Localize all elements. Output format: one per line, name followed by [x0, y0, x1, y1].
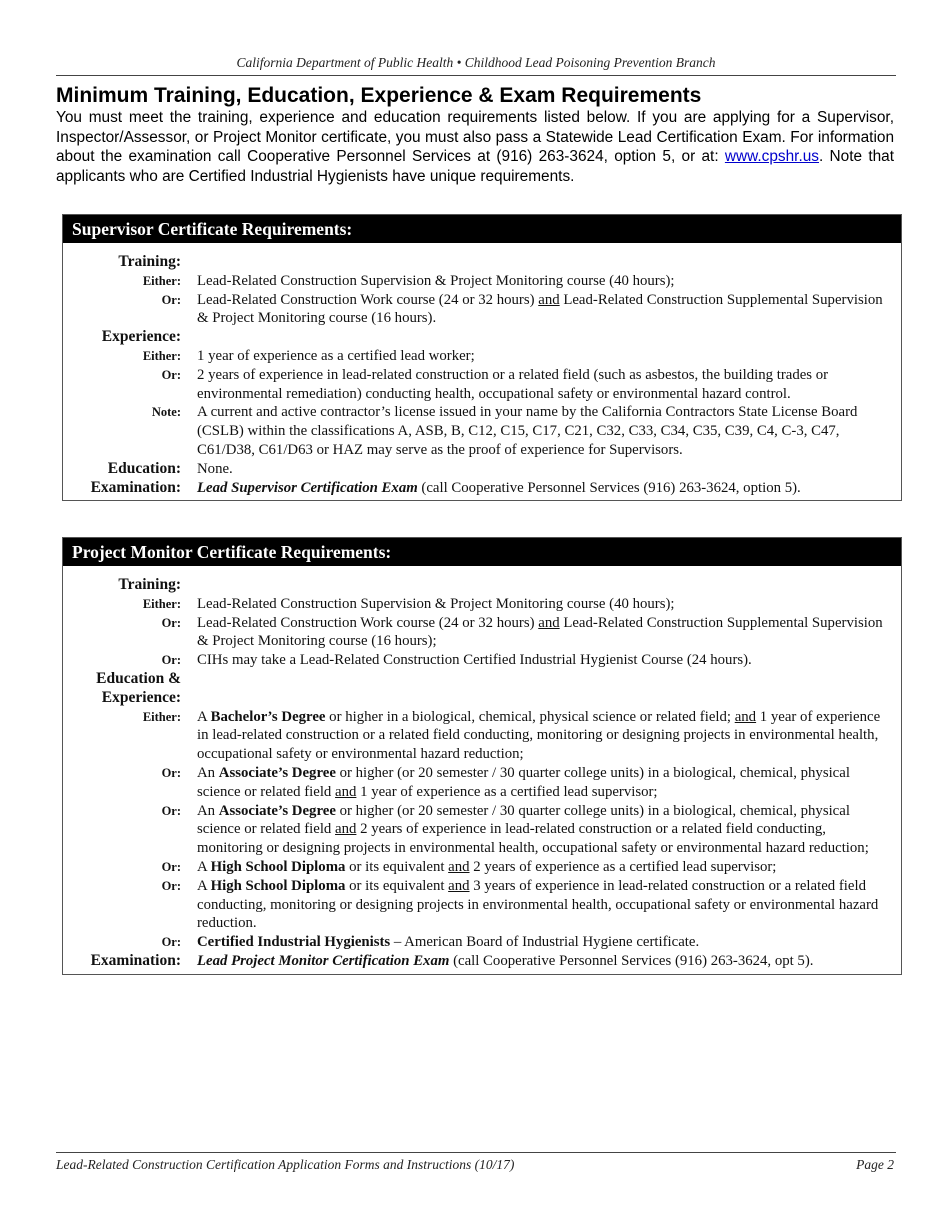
- or-label: Or:: [161, 935, 181, 950]
- pm-training-either-text: Lead-Related Construction Supervision & Project Monitoring course (40 hours);: [197, 595, 675, 612]
- pm-edu-or-4: [63, 877, 901, 933]
- page-header: California Department of Public Health • Childhood Lead Poisoning Prevention Branch: [236, 55, 716, 70]
- pm-training-or1-text: Lead-Related Construction Work course (24 or 32 hours) and Lead-Related Construction Supplemental Supervision & Project Monitoring course (16 hours);: [197, 614, 883, 650]
- experience-label: Experience:: [101, 328, 181, 346]
- pm-edu-or-1: [63, 764, 901, 802]
- education-text: None.: [197, 460, 233, 477]
- pm-edu-or-3: [63, 858, 901, 877]
- training-or-text: Lead-Related Construction Work course (24 or 32 hours) and Lead-Related Construction Supplemental Supervision & Project Monitoring course (16 hours).: [197, 291, 883, 327]
- pm-exam-row: [63, 952, 901, 971]
- or-label: Or:: [161, 765, 181, 780]
- training-either-text: Lead-Related Construction Supervision & Project Monitoring course (40 hours);: [197, 272, 675, 289]
- pm-exam-text: Lead Project Monitor Certification Exam (call Cooperative Personnel Services (916) 263-3624, opt 5).: [197, 952, 814, 969]
- either-label: Either:: [142, 596, 181, 611]
- pm-edu-either: [63, 708, 901, 764]
- header-rule: [56, 75, 896, 76]
- education-experience-label: Education &: [96, 669, 181, 687]
- experience-either-text: 1 year of experience as a certified lead worker;: [197, 347, 475, 364]
- cpshr-link[interactable]: www.cpshr.us: [724, 148, 819, 166]
- note-text: A current and active contractor’s license issued in your name by the California Contractors State License Board (CSLB) within the classifications A, ASB, B, C12, C15, C17, C21, C32, C33, C34, C35, C39, C4, C-3, C47, C61/D38, C61/D63 or HAZ may serve as the proof of experience for Supervisors.: [197, 404, 858, 458]
- supervisor-training-or: [63, 291, 901, 329]
- pm-edu-either-text: A Bachelor’s Degree or higher in a biological, chemical, physical science or related field; and 1 year of experience in lead-related construction or a related field conducting, monitoring or designing projects in environmental health, occupational safety or environmental hazard reduction;: [197, 708, 881, 763]
- examination-label: Examination:: [90, 478, 181, 496]
- or-label: Or:: [161, 615, 181, 630]
- page-number: Page 2: [856, 1157, 894, 1172]
- or-label: Or:: [161, 859, 181, 874]
- pm-edu-or5-text: Certified Industrial Hygienists – American Board of Industrial Hygiene certificate.: [197, 934, 700, 951]
- pm-edu-exp-row-2: [63, 689, 901, 708]
- training-label: Training:: [118, 576, 181, 593]
- note-label: Note:: [151, 405, 181, 420]
- supervisor-education-row: [63, 460, 901, 479]
- supervisor-note-row: [63, 403, 901, 459]
- footer-rule: [56, 1152, 896, 1153]
- or-label: Or:: [161, 292, 181, 307]
- supervisor-exam-row: [63, 479, 901, 498]
- intro-text-end: . Note that applicants who are Certified Industrial Hygienists have unique requirements.: [56, 148, 895, 185]
- pm-edu-or3-text: A High School Diploma or its equivalent and 2 years of experience as a certified lead supervisor;: [197, 858, 777, 875]
- pm-training-or-1: [63, 614, 901, 652]
- pm-edu-or-5: [63, 933, 901, 952]
- pm-training-row: [63, 576, 901, 595]
- pm-edu-or2-text: An Associate’s Degree or higher (or 20 semester / 30 quarter college units) in a biological, chemical, physical science or related field and 2 years of experience in lead-related construction or a related field conducting, monitoring or designing projects in environmental health, occupational safety or environmental hazard reduction;: [197, 802, 869, 857]
- supervisor-experience-either: [63, 347, 901, 366]
- intro-text: You must meet the training, experience and education requirements listed below. If you are applying for a Supervisor, Inspector/Assessor, or Project Monitor certificate, you must also pass a Statewide Lead Certification Exam. For information about the examination call Cooperative Personnel Services at (916) 263-3624, option 5, or at:: [56, 109, 894, 166]
- pm-edu-exp-row-1: [63, 670, 901, 689]
- or-label: Or:: [161, 653, 181, 668]
- experience-or-text: 2 years of experience in lead-related construction or a related field (such as asbestos, the building trades or environmental remediation) conducting health, occupational safety or environmental hazard control.: [197, 366, 829, 402]
- pm-edu-or-2: [63, 802, 901, 858]
- pm-training-either: [63, 595, 901, 614]
- supervisor-requirements-box: [62, 214, 902, 501]
- or-label: Or:: [161, 803, 181, 818]
- intro-paragraph: [56, 108, 894, 186]
- exam-text: Lead Supervisor Certification Exam (call Cooperative Personnel Services (916) 263-3624, option 5).: [197, 479, 801, 496]
- pm-training-or-2: [63, 651, 901, 670]
- or-label: Or:: [161, 367, 181, 382]
- either-label: Either:: [142, 348, 181, 363]
- footer-title: Lead-Related Construction Certification Application Forms and Instructions (10/17): [56, 1157, 515, 1172]
- or-label: Or:: [161, 878, 181, 893]
- either-label: Either:: [142, 709, 181, 724]
- supervisor-experience-row: [63, 328, 901, 347]
- pm-training-or2-text: CIHs may take a Lead-Related Construction Certified Industrial Hygienist Course (24 hours).: [197, 652, 752, 669]
- pm-edu-or1-text: An Associate’s Degree or higher (or 20 semester / 30 quarter college units) in a biological, chemical, physical science or related field and 1 year of experience as a certified lead supervisor;: [197, 764, 850, 800]
- pm-edu-or4-text: A High School Diploma or its equivalent and 3 years of experience in lead-related construction or a related field conducting, monitoring or designing projects in environmental health, occupational safety or environmental hazard reduction.: [197, 877, 879, 932]
- supervisor-training-either: [63, 272, 901, 291]
- project-monitor-heading: Project Monitor Certificate Requirements:: [63, 538, 901, 566]
- supervisor-training-row: [63, 253, 901, 272]
- project-monitor-body: [63, 566, 901, 974]
- project-monitor-requirements-box: [62, 537, 902, 975]
- either-label: Either:: [142, 273, 181, 288]
- supervisor-experience-or: [63, 366, 901, 404]
- education-experience-label-2: Experience:: [101, 688, 181, 706]
- page-title: Minimum Training, Education, Experience & Exam Requirements: [56, 84, 702, 107]
- examination-label: Examination:: [90, 951, 181, 969]
- supervisor-heading: Supervisor Certificate Requirements:: [63, 215, 901, 243]
- education-label: Education:: [107, 459, 181, 477]
- training-label: Training:: [118, 253, 181, 270]
- supervisor-body: [63, 243, 901, 500]
